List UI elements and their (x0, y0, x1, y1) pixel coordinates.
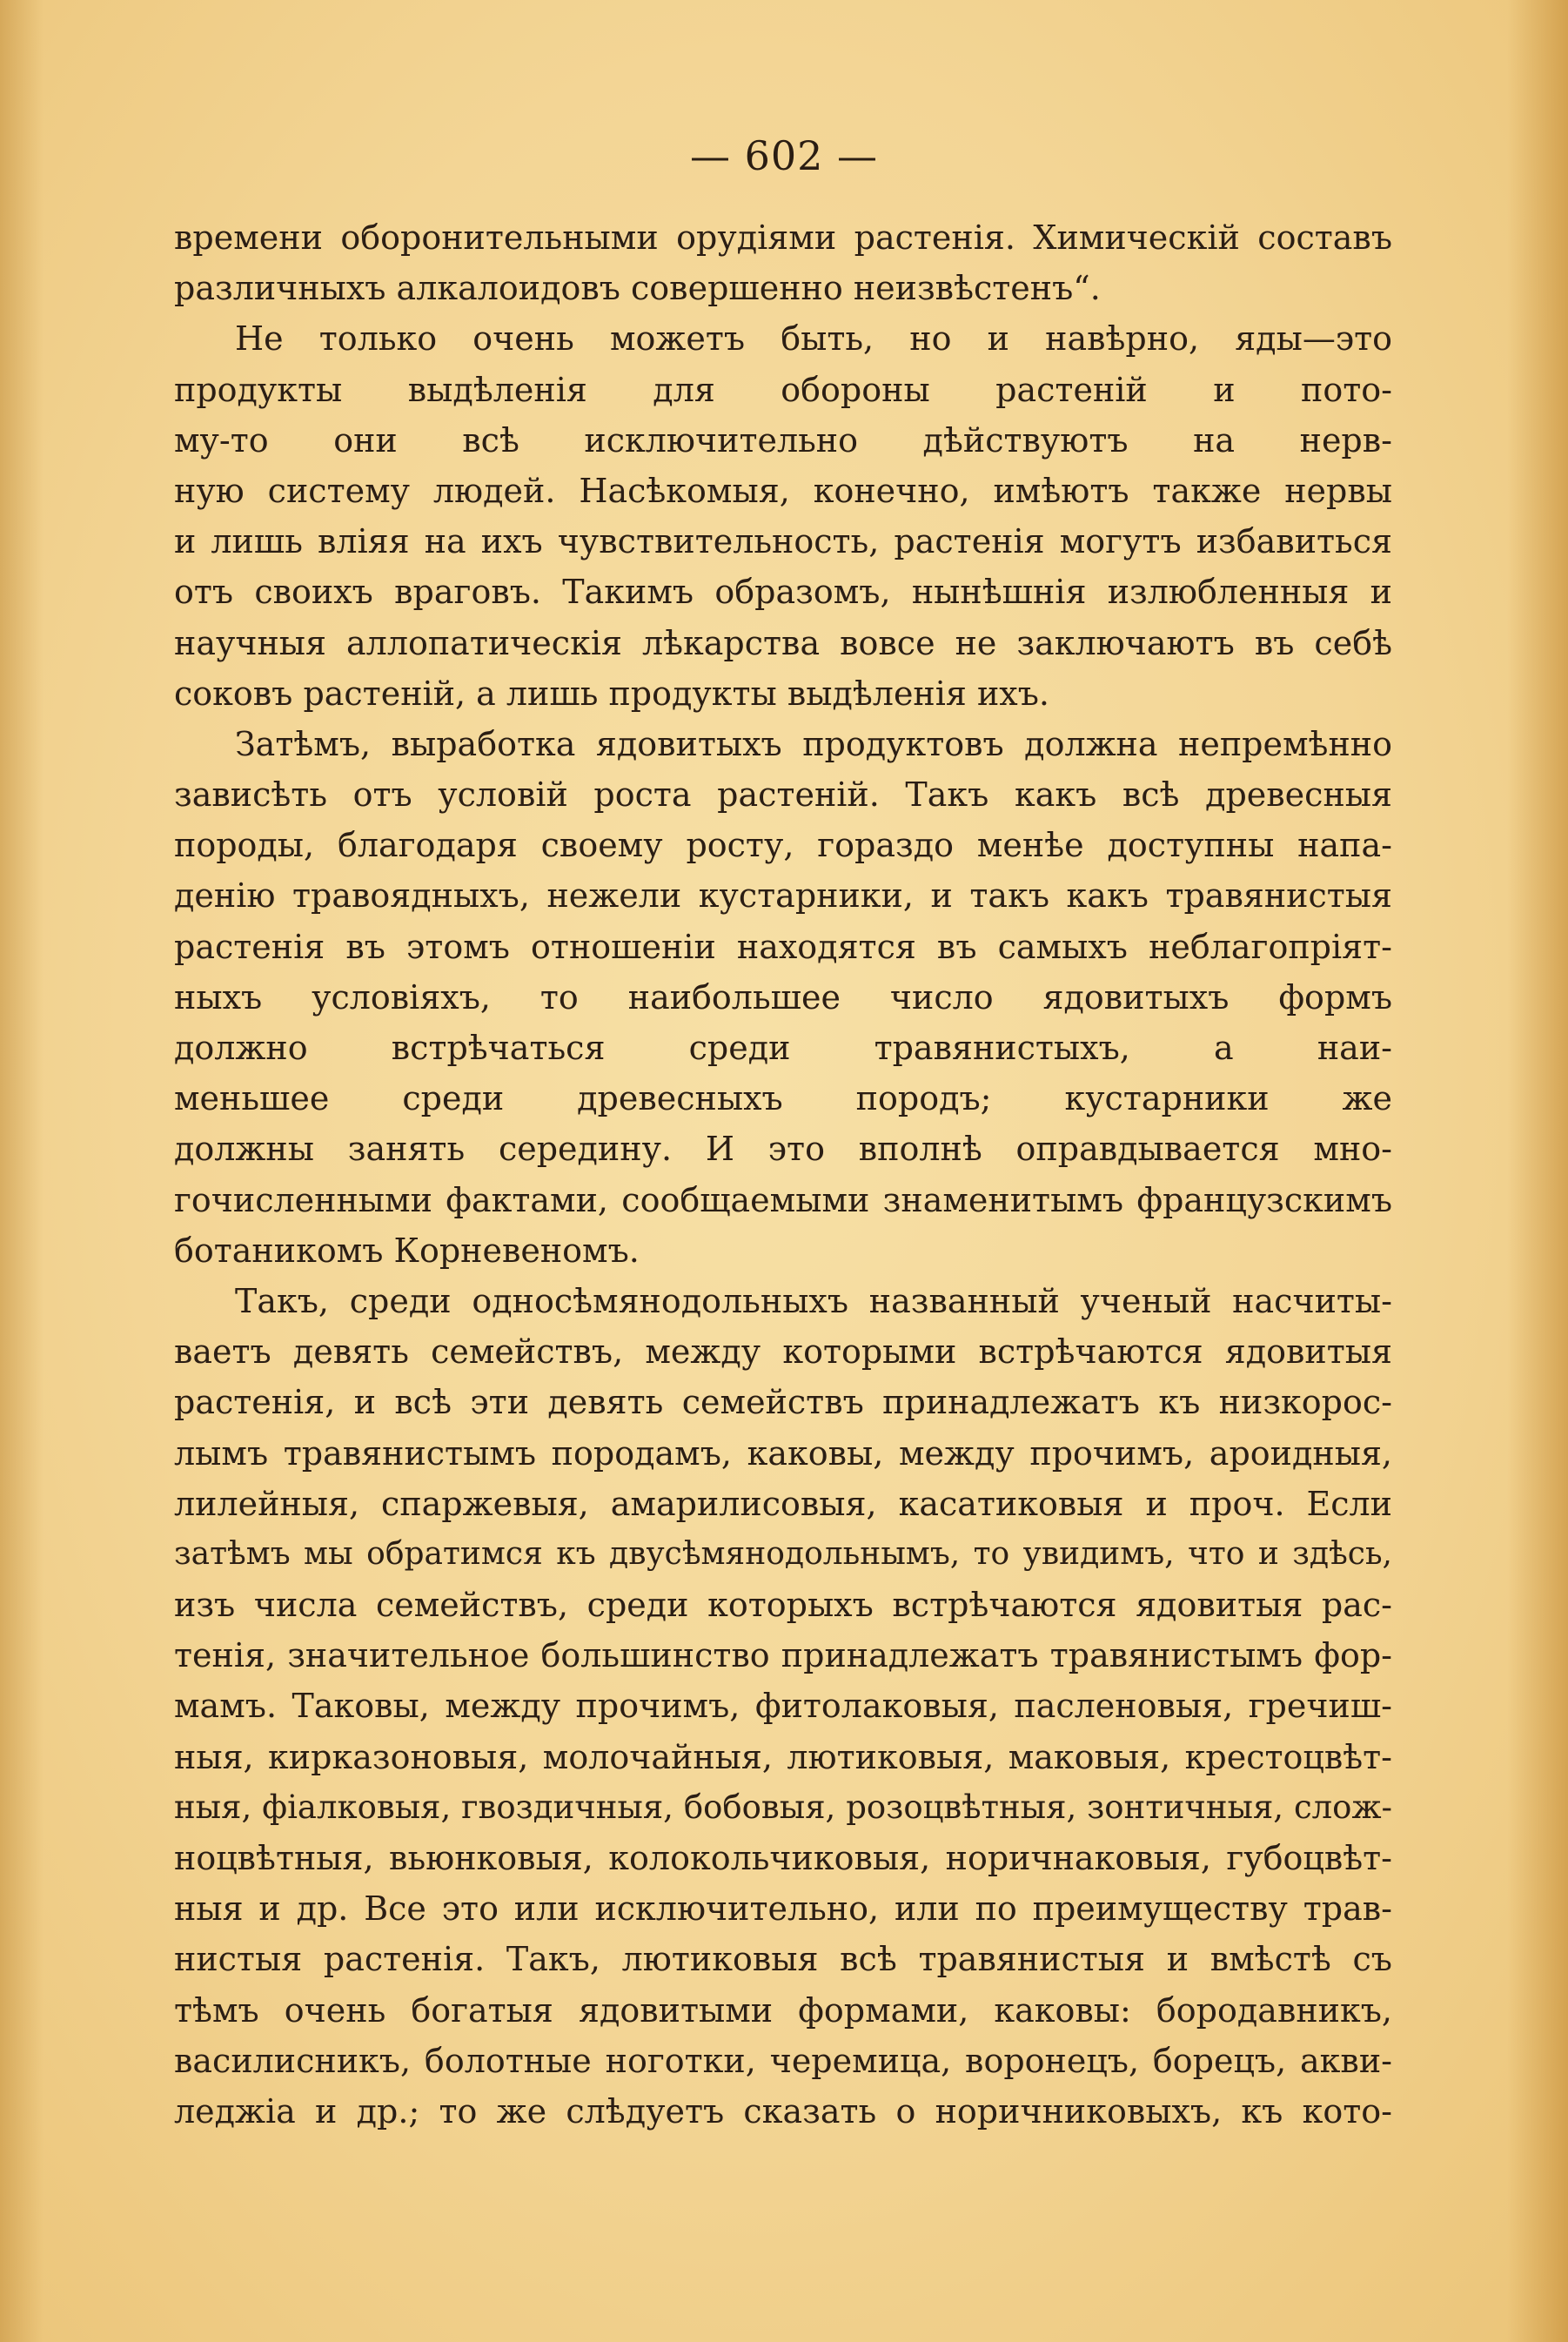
text-line (174, 1023, 1392, 1073)
text-line (174, 1529, 1392, 1580)
text-line-content: гочисленными фактами, сообщаемыми знаменитымъ французскимъ (174, 1180, 1392, 1219)
text-line (174, 263, 1392, 313)
text-line-content: отъ своихъ враговъ. Такимъ образомъ, нынѣшнія излюбленныя и (174, 573, 1392, 612)
text-line (174, 1782, 1392, 1833)
text-line-content: Затѣмъ, выработка ядовитыхъ продуктовъ должна непремѣнно (235, 724, 1392, 763)
text-line (174, 1326, 1392, 1377)
text-line (174, 870, 1392, 921)
text-line (174, 1681, 1392, 1731)
text-line-content: времени оборонительными орудіями растенія. Химическій составъ (174, 218, 1392, 257)
text-line-content: ноцвѣтныя, вьюнковыя, колокольчиковыя, норичнаковыя, губоцвѣт- (174, 1839, 1392, 1877)
text-line-content: ваетъ девять семействъ, между которыми встрѣчаются ядовитыя (174, 1332, 1392, 1372)
text-line-content: леджіа и др.; то же слѣдуетъ сказать о норичниковыхъ, къ кото- (174, 2091, 1392, 2131)
text-line-content: растенія въ этомъ отношеніи находятся въ самыхъ неблагопріят- (174, 927, 1392, 966)
text-line-content: должно встрѣчаться среди травянистыхъ, а наи- (174, 1029, 1392, 1067)
text-line (174, 1883, 1392, 1934)
page-edge-shadow-left (0, 0, 44, 2342)
text-line-content: и лишь вліяя на ихъ чувствительность, растенія могутъ избавиться (174, 522, 1392, 561)
text-line (174, 567, 1392, 617)
text-line (174, 466, 1392, 516)
text-line (174, 922, 1392, 972)
text-line (174, 365, 1392, 415)
text-line-content: Такъ, среди односѣмянодольныхъ названный ученый насчиты- (235, 1281, 1392, 1320)
text-line (174, 1580, 1392, 1630)
text-line (174, 2036, 1392, 2086)
text-line-content: растенія, и всѣ эти девять семействъ принадлежатъ къ низкорос- (174, 1383, 1392, 1422)
text-line-content: затѣмъ мы обратимся къ двусѣмянодольнымъ, то увидимъ, что и здѣсь, (174, 1535, 1392, 1572)
text-line-content: Не только очень можетъ быть, но и навѣрно, яды—это (235, 319, 1392, 359)
text-line-content: тѣмъ очень богатыя ядовитыми формами, каковы: бородавникъ, (174, 1990, 1392, 2030)
text-line (174, 1732, 1392, 1782)
page-edge-shadow-right (1507, 0, 1568, 2342)
text-line (174, 2086, 1392, 2137)
text-line (174, 820, 1392, 870)
text-line-content: денію травоядныхъ, нежели кустарники, и такъ какъ травянистыя (174, 876, 1392, 916)
text-line (174, 1175, 1392, 1225)
text-line-content: изъ числа семействъ, среди которыхъ встрѣчаются ядовитыя рас- (174, 1586, 1392, 1625)
body-text (174, 212, 1392, 2137)
text-line (174, 1985, 1392, 2036)
text-line (174, 618, 1392, 668)
text-line-content: ныхъ условіяхъ, то наибольшее число ядовитыхъ формъ (174, 977, 1392, 1017)
text-line-content: тенія, значительное большинство принадлежатъ травянистымъ фор- (174, 1636, 1392, 1675)
text-line-content: ботаникомъ Корневеномъ. (174, 1231, 640, 1270)
text-line (174, 719, 1392, 769)
text-line (174, 668, 1392, 719)
text-line-content: научныя аллопатическія лѣкарства вовсе не заключаютъ въ себѣ (174, 623, 1392, 662)
text-line-content: зависѣть отъ условій роста растеній. Такъ какъ всѣ древесныя (174, 775, 1392, 815)
text-line (174, 1428, 1392, 1479)
text-line (174, 1377, 1392, 1427)
text-line (174, 1479, 1392, 1529)
text-line (174, 212, 1392, 263)
text-line-content: должны занять середину. И это вполнѣ оправдывается мно- (174, 1130, 1392, 1169)
text-line (174, 1934, 1392, 1984)
text-line-content: породы, благодаря своему росту, гораздо менѣе доступны напа- (174, 826, 1392, 865)
page-number: — 602 — (689, 132, 879, 179)
text-line-content: лилейныя, спаржевыя, амарилисовыя, касатиковыя и проч. Если (174, 1484, 1392, 1523)
text-line-content: ныя, кирказоновыя, молочайныя, лютиковыя, маковыя, крестоцвѣт- (174, 1737, 1392, 1776)
text-line-content: нистыя растенія. Такъ, лютиковыя всѣ травянистыя и вмѣстѣ съ (174, 1940, 1392, 1979)
text-line (174, 1124, 1392, 1174)
text-line (174, 1630, 1392, 1681)
text-line-content: соковъ растеній, а лишь продукты выдѣленія ихъ. (174, 674, 1049, 713)
text-line-content: ную систему людей. Насѣкомыя, конечно, имѣютъ также нервы (174, 471, 1392, 510)
text-line-content: ныя, фіалковыя, гвоздичныя, бобовыя, розоцвѣтныя, зонтичныя, слож- (174, 1788, 1392, 1826)
text-line (174, 516, 1392, 567)
text-line-content: продукты выдѣленія для обороны растеній и пото- (174, 370, 1392, 409)
text-line-content: ныя и др. Все это или исключительно, или по преимуществу трав- (174, 1889, 1392, 1929)
text-line-content: лымъ травянистымъ породамъ, каковы, между прочимъ, ароидныя, (174, 1433, 1392, 1473)
text-line (174, 1225, 1392, 1276)
text-line-content: меньшее среди древесныхъ породъ; кустарники же (174, 1079, 1392, 1118)
text-line-content: различныхъ алкалоидовъ совершенно неизвѣстенъ“. (174, 269, 1101, 308)
text-line (174, 972, 1392, 1023)
text-line (174, 1276, 1392, 1326)
text-line (174, 1833, 1392, 1883)
text-line (174, 769, 1392, 820)
text-line-content: му-то они всѣ исключительно дѣйствуютъ на нерв- (174, 420, 1392, 460)
text-line (174, 1073, 1392, 1124)
text-line-content: мамъ. Таковы, между прочимъ, фитолаковыя, пасленовыя, гречиш- (174, 1687, 1392, 1726)
text-line (174, 415, 1392, 466)
text-line (174, 313, 1392, 364)
text-line-content: василисникъ, болотные ноготки, черемица, воронецъ, борецъ, акви- (174, 2041, 1392, 2080)
